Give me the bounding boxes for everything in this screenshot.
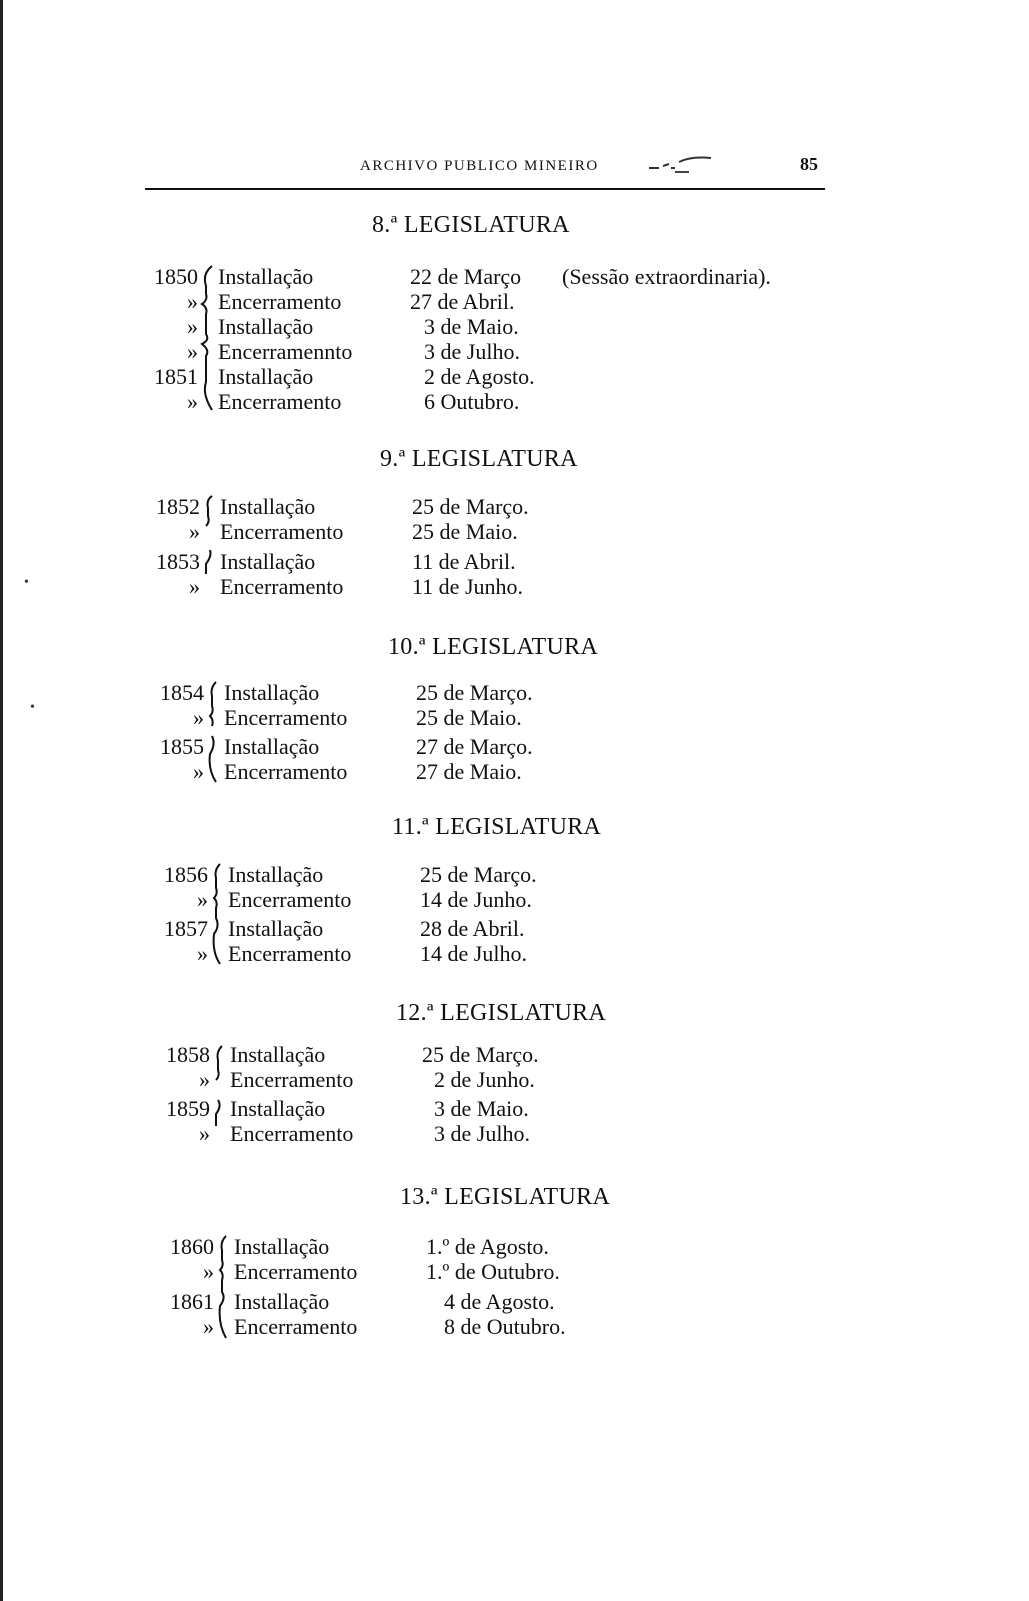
date-cell: 11 de Junho. <box>412 574 524 599</box>
year-cell: » <box>187 289 198 314</box>
table-row <box>156 1289 876 1315</box>
event-cell: Encerramento <box>218 289 342 314</box>
date-cell: 3 de Maio. <box>424 314 519 339</box>
printer-ornament-icon <box>645 152 715 176</box>
year-cell: » <box>187 339 198 364</box>
table-row <box>146 759 866 785</box>
date-cell: 3 de Julho. <box>424 339 520 364</box>
table-row <box>150 916 870 942</box>
date-cell: 25 de Maio. <box>416 705 522 730</box>
event-cell: Installação <box>224 734 320 759</box>
date-cell: 1.º de Agosto. <box>426 1234 549 1259</box>
year-cell: » <box>199 1121 210 1146</box>
year-cell: 1853 <box>156 549 200 574</box>
year-cell: » <box>189 574 200 599</box>
date-cell: 6 Outubro. <box>424 389 520 414</box>
table-row <box>142 574 862 600</box>
year-cell: 1854 <box>160 680 204 705</box>
table-row <box>140 389 860 415</box>
year-cell: » <box>187 389 198 414</box>
event-cell: Installação <box>230 1042 326 1067</box>
date-cell: 22 de Março <box>410 264 522 289</box>
table-row <box>152 1121 872 1147</box>
date-cell: 25 de Março. <box>422 1042 539 1067</box>
scan-speck: • <box>24 575 29 590</box>
date-cell: 27 de Maio. <box>416 759 522 784</box>
date-cell: 3 de Julho. <box>434 1121 530 1146</box>
header-rule <box>145 188 825 190</box>
table-row <box>156 1234 876 1260</box>
table-row <box>146 705 866 731</box>
page-number: 85 <box>800 154 818 174</box>
year-cell: » <box>193 705 204 730</box>
event-cell: Installação <box>218 314 314 339</box>
date-cell: 27 de Abril. <box>410 289 515 314</box>
event-cell: Installação <box>230 1096 326 1121</box>
event-cell: Encerramento <box>234 1314 358 1339</box>
event-cell: Installação <box>228 916 324 941</box>
year-cell: 1855 <box>160 734 204 759</box>
year-cell: » <box>203 1259 214 1284</box>
table-row <box>152 1067 872 1093</box>
year-cell: » <box>189 519 200 544</box>
year-cell: » <box>199 1067 210 1092</box>
table-row <box>152 1096 872 1122</box>
event-cell: Encerramento <box>230 1067 354 1092</box>
event-cell: Installação <box>218 264 314 289</box>
date-cell: 11 de Abril. <box>412 549 516 574</box>
event-cell: Encerramennto <box>218 339 353 364</box>
date-cell: 25 de Março. <box>416 680 533 705</box>
year-cell: 1860 <box>170 1234 214 1259</box>
year-cell: 1857 <box>164 916 208 941</box>
event-cell: Installação <box>220 549 316 574</box>
table-row <box>156 1314 876 1340</box>
date-cell: 14 de Julho. <box>420 941 527 966</box>
event-cell: Installação <box>234 1234 330 1259</box>
year-cell: » <box>187 314 198 339</box>
event-cell: Encerramento <box>234 1259 358 1284</box>
table-row <box>146 734 866 760</box>
year-cell: » <box>197 887 208 912</box>
section-title: 10.ª LEGISLATURA <box>388 634 599 660</box>
event-cell: Encerramento <box>224 705 348 730</box>
year-cell: 1861 <box>170 1289 214 1314</box>
section-title: 8.ª LEGISLATURA <box>372 212 570 238</box>
year-cell: 1851 <box>154 364 198 389</box>
event-cell: Installação <box>228 862 324 887</box>
event-cell: Installação <box>220 494 316 519</box>
table-row <box>146 680 866 706</box>
table-row <box>140 314 860 340</box>
section-title: 13.ª LEGISLATURA <box>400 1184 611 1210</box>
event-cell: Encerramento <box>224 759 348 784</box>
date-cell: 27 de Março. <box>416 734 533 759</box>
date-cell: 2 de Junho. <box>434 1067 535 1092</box>
year-cell: 1858 <box>166 1042 210 1067</box>
page-scan-edge <box>0 0 3 1601</box>
event-cell: Encerramento <box>228 887 352 912</box>
year-cell: » <box>193 759 204 784</box>
date-cell: 25 de Março. <box>420 862 537 887</box>
year-cell: 1856 <box>164 862 208 887</box>
event-cell: Encerramento <box>228 941 352 966</box>
table-row <box>150 941 870 967</box>
journal-title: ARCHIVO PUBLICO MINEIRO <box>360 158 599 174</box>
section-title: 12.ª LEGISLATURA <box>396 1000 607 1026</box>
event-cell: Encerramento <box>220 574 344 599</box>
date-cell: 25 de Março. <box>412 494 529 519</box>
event-cell: Encerramento <box>218 389 342 414</box>
section-title: 11.ª LEGISLATURA <box>392 814 602 840</box>
note-cell: (Sessão extraordinaria). <box>562 264 771 289</box>
date-cell: 4 de Agosto. <box>444 1289 555 1314</box>
event-cell: Encerramento <box>220 519 344 544</box>
date-cell: 25 de Maio. <box>412 519 518 544</box>
event-cell: Installação <box>224 680 320 705</box>
date-cell: 14 de Junho. <box>420 887 532 912</box>
event-cell: Installação <box>234 1289 330 1314</box>
event-cell: Encerramento <box>230 1121 354 1146</box>
table-row <box>152 1042 872 1068</box>
event-cell: Installação <box>218 364 314 389</box>
date-cell: 28 de Abril. <box>420 916 525 941</box>
date-cell: 8 de Outubro. <box>444 1314 566 1339</box>
table-row <box>142 519 862 545</box>
table-row <box>140 264 860 290</box>
table-row <box>150 862 870 888</box>
year-cell: 1859 <box>166 1096 210 1121</box>
running-header <box>145 150 825 190</box>
table-row <box>140 289 860 315</box>
year-cell: 1850 <box>154 264 198 289</box>
table-row <box>142 494 862 520</box>
date-cell: 1.º de Outubro. <box>426 1259 560 1284</box>
scan-speck: • <box>30 700 35 715</box>
table-row <box>156 1259 876 1285</box>
section-title: 9.ª LEGISLATURA <box>380 446 578 472</box>
table-row <box>142 549 862 575</box>
table-row <box>140 339 860 365</box>
year-cell: » <box>197 941 208 966</box>
year-cell: » <box>203 1314 214 1339</box>
date-cell: 3 de Maio. <box>434 1096 529 1121</box>
date-cell: 2 de Agosto. <box>424 364 535 389</box>
year-cell: 1852 <box>156 494 200 519</box>
table-row <box>140 364 860 390</box>
table-row <box>150 887 870 913</box>
